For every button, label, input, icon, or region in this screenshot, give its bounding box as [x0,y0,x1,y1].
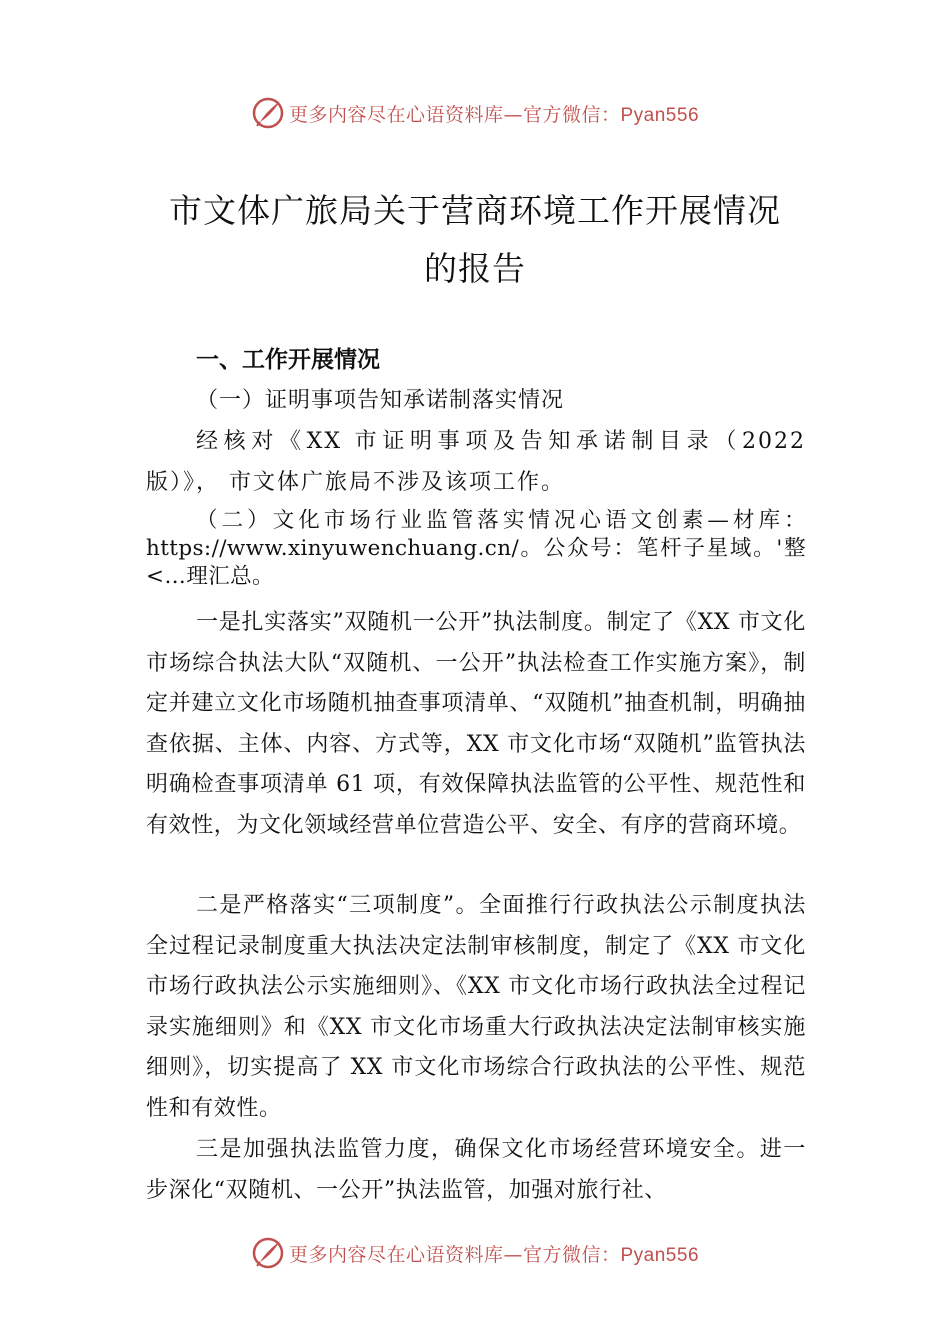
subsection-heading-1: （一）证明事项告知承诺制落实情况 [196,388,565,413]
footer-watermark-banner [0,1233,950,1273]
paragraph-4: 二是严格落实“三项制度”。全面推行行政执法公示制度执法全过程记录制度重大执法决定法制审核制度，制定了《XX 市文化市场行政执法公示实施细则》、《XX 市文化市场行政执法全过程记录实施细则》和《XX 市文化市场重大行政执法决定法制审核实施细则》，切实提高了 XX 市文化市场综合行政执法的公平性、规范性和有效性。 [146,893,806,1121]
paragraph-3: 一是扎实落实”双随机一公开”执法制度。制定了《XX 市文化市场综合执法大队“双随机、一公开”执法检查工作实施方案》，制定并建立文化市场随机抽查事项清单、“双随机”抽查机制，明确抽查依据、主体、内容、方式等，XX 市文化市场“双随机”监管执法明确检查事项清单 61 项，有效保障执法监管的公平性、规范性和有效性，为文化领域经营单位营造公平、安全、有序的营商环境。 [146,610,806,838]
paragraph-5: 三是加强执法监管力度，确保文化市场经营环境安全。进一步深化“双随机、一公开”执法监管，加强对旅行社、 [146,1137,806,1203]
document-title [100,182,850,298]
banner-text: 更多内容尽在心语资料库—官方微信：Pyan556 [288,1243,700,1266]
feather-pen-logo-icon [251,1236,285,1270]
title-line-2: 的报告 [424,249,526,288]
section-heading: 一、工作开展情况 [196,347,380,373]
paragraph-1: 经核对《XX 市证明事项及告知承诺制目录（2022 版）》， 市文体广旅局不涉及该项工作。 [146,429,806,495]
feather-pen-logo-icon [251,96,285,130]
title-line-1: 市文体广旅局关于营商环境工作开展情况 [169,191,781,230]
header-watermark-banner [0,93,950,133]
banner-text: 更多内容尽在心语资料库—官方微信：Pyan556 [288,103,700,126]
paragraph-2: （二）文化市场行业监管落实情况心语文创素—材库：https://www.xinyuwenchuang.cn/。公众号：笔杆子星域。'整<…理汇总。 [146,508,806,589]
